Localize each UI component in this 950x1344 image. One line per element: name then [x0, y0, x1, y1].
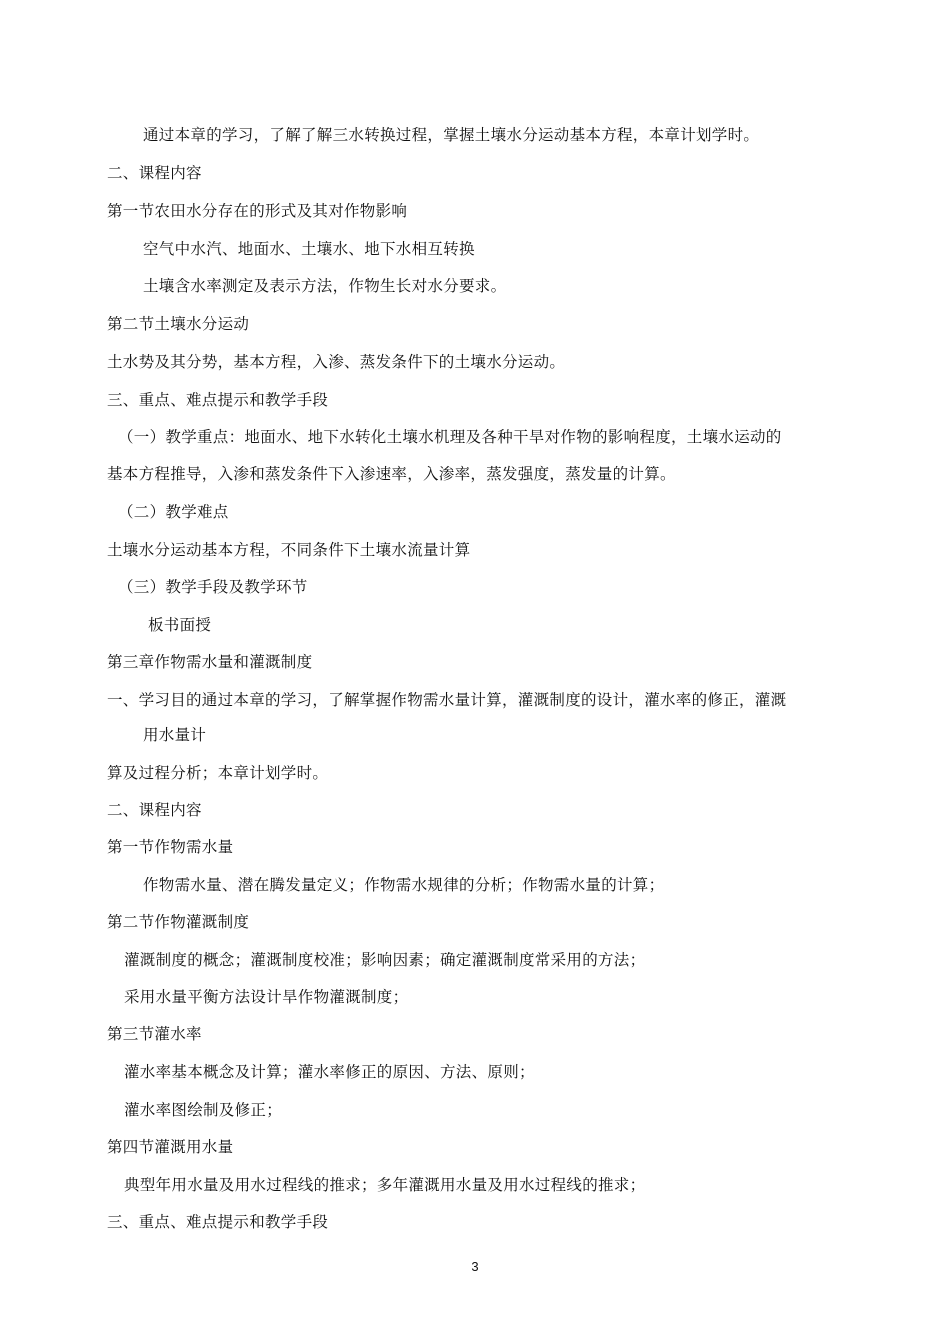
paragraph-text: 板书面授	[148, 616, 212, 634]
chapter2-objective-text: 通过本章的学习，了解了解三水转换过程，掌握土壤水分运动基本方程，本章计划学时。	[143, 126, 760, 144]
paragraph-text: 土壤水分运动基本方程，不同条件下土壤水流量计算	[107, 541, 471, 559]
paragraph-text: 基本方程推导，入渗和蒸发条件下入渗速率，入渗率，蒸发强度，蒸发量的计算。	[107, 465, 676, 483]
subsection-heading: （二）教学难点	[118, 503, 229, 521]
chapter-heading: 第三章作物需水量和灌溉制度	[107, 653, 313, 671]
paragraph-text: 空气中水汽、地面水、土壤水、地下水相互转换	[143, 240, 475, 258]
subsection-heading: 第三节灌水率	[107, 1025, 202, 1043]
section-heading-key-points: 三、重点、难点提示和教学手段	[107, 1213, 329, 1231]
page-number: 3	[471, 1259, 479, 1274]
paragraph-text: 土壤含水率测定及表示方法，作物生长对水分要求。	[143, 277, 507, 295]
paragraph-text: 灌溉制度的概念；灌溉制度校准；影响因素；确定灌溉制度常采用的方法；	[124, 951, 646, 969]
paragraph-text: 用水量计	[143, 726, 207, 744]
paragraph-text: 灌水率图绘制及修正；	[124, 1101, 283, 1119]
paragraph-text: 灌水率基本概念及计算；灌水率修正的原因、方法、原则；	[124, 1063, 535, 1081]
subsection-heading: 第四节灌溉用水量	[107, 1138, 234, 1156]
section-heading-course-content: 二、课程内容	[107, 801, 202, 819]
paragraph-text: 算及过程分析；本章计划学时。	[107, 764, 329, 782]
subsection-heading: 第一节农田水分存在的形式及其对作物影响	[107, 202, 408, 220]
paragraph-text: （一）教学重点：地面水、地下水转化土壤水机理及各种干旱对作物的影响程度，土壤水运动的	[118, 428, 782, 446]
section-heading-key-points: 三、重点、难点提示和教学手段	[107, 391, 329, 409]
section-heading-course-content: 二、课程内容	[107, 164, 202, 182]
paragraph-text: 典型年用水量及用水过程线的推求；多年灌溉用水量及用水过程线的推求；	[124, 1176, 646, 1194]
paragraph-text: 作物需水量、潜在腾发量定义；作物需水规律的分析；作物需水量的计算；	[143, 876, 665, 894]
paragraph-text: 采用水量平衡方法设计旱作物灌溉制度；	[124, 988, 409, 1006]
subsection-heading: 第一节作物需水量	[107, 838, 234, 856]
paragraph-text: 土水势及其分势，基本方程，入渗、蒸发条件下的土壤水分运动。	[107, 353, 566, 371]
subsection-heading: 第二节作物灌溉制度	[107, 913, 250, 931]
paragraph-text: 一、学习目的通过本章的学习，了解掌握作物需水量计算，灌溉制度的设计，灌水率的修正，灌溉	[107, 691, 787, 709]
subsection-heading: 第二节土壤水分运动	[107, 315, 250, 333]
subsection-heading: （三）教学手段及教学环节	[118, 578, 308, 596]
